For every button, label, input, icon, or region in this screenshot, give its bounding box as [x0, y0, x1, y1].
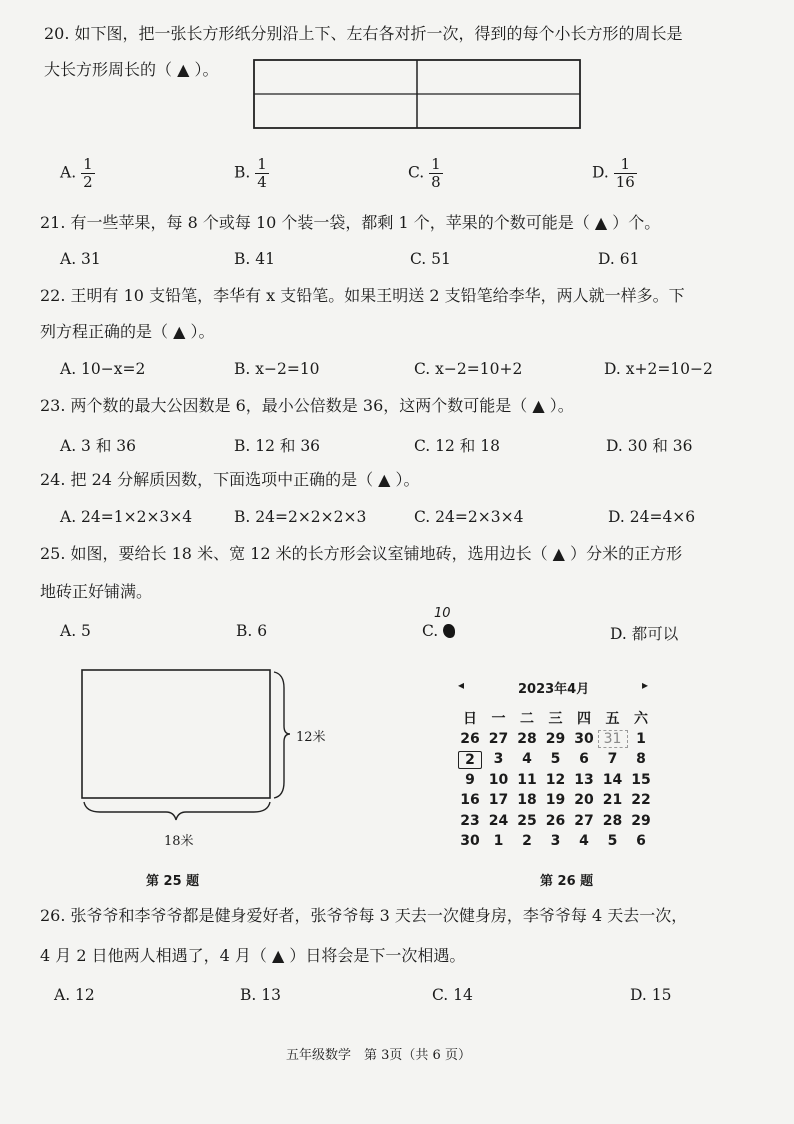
q25-option-d[interactable]: D. 都可以 — [610, 625, 679, 643]
calendar-day: 29 — [545, 730, 566, 747]
q25-option-c[interactable]: C. — [422, 622, 455, 640]
calendar-day-faded: 31 — [599, 731, 627, 747]
calendar-day: 17 — [488, 792, 509, 808]
calendar-day: 3 — [550, 833, 561, 849]
q24-option-b[interactable]: B. 24=2×2×2×3 — [234, 508, 367, 526]
ink-blot — [443, 624, 455, 638]
q20-option-c[interactable]: C. $\frac{1}{8}$ — [408, 155, 441, 191]
calendar-day: 3 — [493, 751, 504, 767]
calendar-day: 5 — [550, 751, 561, 767]
calendar-day: 1 — [636, 730, 646, 747]
calendar-day: 18 — [517, 792, 537, 808]
q23-text: 23. 两个数的最大公因数是 6，最小公倍数是 36，这两个数可能是（ ▲ ）。 — [40, 396, 574, 415]
q23-option-a[interactable]: A. 3 和 36 — [60, 437, 136, 455]
q22-line1: 22. 王明有 10 支铅笔，李华有 x 支铅笔。如果王明送 2 支铅笔给李华，两人就一样多。下 — [40, 286, 685, 305]
q26-option-b[interactable]: B. 13 — [240, 986, 281, 1004]
page-footer: 五年级数学 第 3页（共 6 页） — [286, 1048, 471, 1063]
calendar-weekday: 一 — [491, 711, 506, 727]
calendar-day: 16 — [460, 792, 480, 808]
calendar-weekday: 日 — [463, 711, 477, 727]
q23-option-b[interactable]: B. 12 和 36 — [234, 437, 321, 455]
calendar-day: 28 — [602, 812, 623, 829]
calendar-day: 6 — [579, 751, 589, 767]
meeting-room-rectangle-figure — [74, 664, 294, 824]
calendar-day: 19 — [545, 792, 566, 808]
calendar-day: 12 — [545, 771, 566, 788]
q20-line2: 大长方形周长的（ ▲ ）。 — [44, 60, 219, 79]
calendar-day: 2 — [522, 833, 532, 849]
folded-rectangle-figure — [252, 58, 584, 132]
q22-option-d[interactable]: D. x+2=10−2 — [604, 360, 713, 378]
calendar-day: 24 — [488, 812, 509, 829]
q25-line1: 25. 如图，要给长 18 米、宽 12 米的长方形会议室铺地砖，选用边长（ ▲ ）分米的正方形 — [40, 544, 683, 563]
calendar-day: 20 — [574, 792, 594, 808]
q25-option-a[interactable]: A. 5 — [60, 622, 91, 640]
q22-option-a[interactable]: A. 10−x=2 — [60, 360, 146, 378]
calendar-day: 4 — [522, 751, 532, 767]
calendar-title: 2023年4月 — [518, 682, 590, 697]
calendar-day: 29 — [631, 812, 651, 829]
q25-option-b[interactable]: B. 6 — [236, 622, 268, 640]
q21-option-c[interactable]: C. 51 — [410, 250, 451, 268]
calendar-day: 27 — [574, 812, 594, 829]
calendar-day: 28 — [517, 730, 537, 747]
calendar-weekday: 四 — [577, 711, 591, 727]
calendar-day: 21 — [602, 792, 623, 808]
calendar-day: 30 — [574, 730, 594, 747]
q24-option-c[interactable]: C. 24=2×3×4 — [414, 508, 524, 526]
next-month-icon[interactable]: ▸ — [642, 678, 649, 692]
calendar-day: 15 — [631, 771, 651, 788]
calendar — [456, 676, 666, 856]
q26-option-d[interactable]: D. 15 — [630, 986, 672, 1004]
width-label: 12米 — [296, 730, 326, 745]
calendar-weekday: 六 — [634, 711, 648, 727]
q24-text: 24. 把 24 分解质因数，下面选项中正确的是（ ▲ ）。 — [40, 470, 420, 489]
q21-option-d[interactable]: D. 61 — [598, 250, 640, 268]
q20-option-d[interactable]: D. $\frac{1}{16}$ — [592, 155, 635, 191]
calendar-day: 25 — [517, 812, 537, 829]
q25-line2: 地砖正好铺满。 — [40, 582, 153, 601]
q22-option-b[interactable]: B. x−2=10 — [234, 360, 320, 378]
calendar-day: 30 — [460, 833, 480, 849]
calendar-weekday: 二 — [520, 711, 534, 727]
calendar-day: 9 — [465, 771, 475, 788]
calendar-day: 4 — [579, 833, 589, 849]
q26-caption: 第 26 题 — [540, 874, 594, 889]
length-label: 18米 — [164, 834, 194, 849]
calendar-day: 7 — [607, 751, 618, 767]
q26-option-c[interactable]: C. 14 — [432, 986, 473, 1004]
q26-option-a[interactable]: A. 12 — [54, 986, 95, 1004]
q20-line1: 20. 如下图，把一张长方形纸分别沿上下、左右各对折一次，得到的每个小长方形的周长是 — [44, 24, 683, 43]
calendar-day: 26 — [460, 730, 480, 747]
calendar-day: 23 — [460, 812, 480, 829]
q26-line2: 4 月 2 日他两人相遇了，4 月（ ▲ ）日将会是下一次相遇。 — [40, 946, 466, 965]
q21-option-b[interactable]: B. 41 — [234, 250, 275, 268]
calendar-weekday: 五 — [605, 711, 620, 727]
q26-line1: 26. 张爷爷和李爷爷都是健身爱好者，张爷爷每 3 天去一次健身房，李爷爷每 4 天去一次， — [40, 906, 688, 925]
calendar-day: 5 — [607, 833, 618, 849]
q22-option-c[interactable]: C. x−2=10+2 — [414, 360, 523, 378]
calendar-day: 8 — [636, 751, 646, 767]
calendar-day: 6 — [636, 833, 646, 849]
q24-option-a[interactable]: A. 24=1×2×3×4 — [60, 508, 193, 526]
q25-caption: 第 25 题 — [146, 874, 200, 889]
q24-option-d[interactable]: D. 24=4×6 — [608, 508, 696, 526]
calendar-day: 10 — [488, 771, 509, 788]
calendar-day: 13 — [574, 771, 594, 788]
q20-option-a[interactable]: A. $\frac{1}{2}$ — [60, 155, 93, 191]
calendar-day: 1 — [493, 833, 504, 849]
calendar-day-circled: 2 — [458, 751, 482, 769]
calendar-day: 14 — [602, 771, 623, 788]
q23-option-d[interactable]: D. 30 和 36 — [606, 437, 693, 455]
q20-option-b[interactable]: B. $\frac{1}{4}$ — [234, 155, 267, 191]
handwritten-answer: 10 — [434, 606, 451, 621]
calendar-day: 22 — [631, 792, 651, 808]
calendar-weekday: 三 — [548, 711, 563, 727]
q22-line2: 列方程正确的是（ ▲ ）。 — [40, 322, 215, 341]
q21-text: 21. 有一些苹果，每 8 个或每 10 个装一袋，都剩 1 个，苹果的个数可能是（ ▲ ）个。 — [40, 213, 661, 232]
prev-month-icon[interactable]: ◂ — [458, 678, 465, 692]
calendar-day: 11 — [517, 771, 537, 788]
q23-option-c[interactable]: C. 12 和 18 — [414, 437, 500, 455]
calendar-day: 27 — [488, 730, 509, 747]
calendar-day: 26 — [545, 812, 566, 829]
q21-option-a[interactable]: A. 31 — [60, 250, 101, 268]
